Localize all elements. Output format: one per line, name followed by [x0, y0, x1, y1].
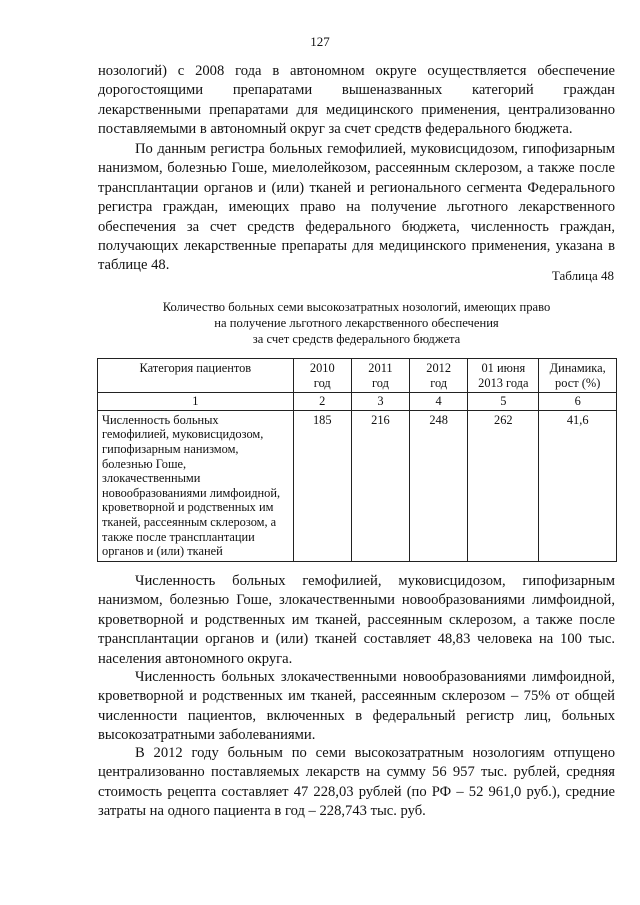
patients-table — [97, 358, 617, 562]
header-text: 2011 — [368, 361, 393, 375]
value-2011: 216 — [351, 410, 409, 561]
value-2010: 185 — [293, 410, 351, 561]
header-2011 — [351, 359, 409, 393]
paragraph-share: Численность больных злокачественными новообразованиями лимфоидной, кроветворной и родственных им тканей, рассеянным склерозом – 75% от общей численности пациентов, включенных в федеральный регистр лиц, больных высокозатратными заболеваниями. — [98, 669, 615, 744]
header-june-2013 — [468, 359, 539, 393]
table-caption-line: Количество больных семи высокозатратных нозологий, имеющих право — [162, 300, 551, 314]
paragraph-costs: В 2012 году больным по семи высокозатратным нозологиям отпущено централизованно поставляемых лекарств на сумму 56 957 тыс. рублей, средняя стоимость рецепта составляет 47 228,03 рублей (по РФ – 52 961,0 руб.), средние затраты на одного пациента в год – 228,743 тыс. руб. — [98, 745, 615, 820]
column-number: 3 — [351, 393, 409, 411]
row-category-line: Численность больных — [102, 412, 219, 427]
row-category-line: тканей, рассеянным склерозом, а — [102, 514, 277, 529]
row-category — [98, 410, 294, 561]
header-category — [98, 359, 294, 393]
row-category-line: злокачественными — [102, 471, 201, 486]
paragraph-line: лекарственными препаратами для медицинского применения, централизованно — [98, 101, 615, 118]
table-caption-line: на получение льготного лекарственного обеспечения — [214, 316, 499, 330]
value-dynamics: 41,6 — [539, 410, 617, 561]
table-row — [98, 410, 617, 561]
header-text: 2013 года — [478, 375, 529, 390]
row-category-line: органов и (или) тканей — [102, 544, 223, 559]
paragraph-registry: По данным регистра больных гемофилией, муковисцидозом, гипофизарным нанизмом, болезнью Гоше, миелолейкозом, рассеянным склерозом, а также после трансплантации органов и (или) тканей и регионального сегмента Федерального регистра граждан, имеющих право на получение льготного лекарственного обеспечения за счет средств федерального бюджета, численность граждан, получающих лекарственные препараты для медицинского применения, указана в таблице 48. — [98, 141, 615, 274]
header-text: 2012 — [426, 361, 452, 375]
value-june-2013: 262 — [468, 410, 539, 561]
column-number: 1 — [98, 393, 294, 411]
table-label: Таблица 48 — [551, 268, 614, 283]
header-2012 — [410, 359, 468, 393]
row-category-line: гемофилией, муковисцидозом, — [102, 427, 264, 442]
page-number: 127 — [310, 34, 330, 49]
paragraph-intro — [98, 62, 615, 140]
table-caption-line: за счет средств федерального бюджета — [252, 332, 461, 346]
value-2012: 248 — [410, 410, 468, 561]
column-number: 6 — [539, 393, 617, 411]
row-category-line: кроветворной и родственных им — [102, 500, 274, 515]
row-category-line: гипофизарным нанизмом, — [102, 441, 239, 456]
header-text: Динамика, — [549, 361, 606, 375]
header-2010 — [293, 359, 351, 393]
header-text: год — [372, 375, 389, 390]
header-text: год — [430, 375, 448, 390]
header-text: 01 июня — [481, 361, 526, 375]
header-text: 2010 — [309, 361, 335, 375]
column-number: 5 — [468, 393, 539, 411]
header-text: рост (%) — [555, 375, 601, 390]
column-number: 2 — [293, 393, 351, 411]
column-number: 4 — [410, 393, 468, 411]
table-header-row — [98, 359, 617, 393]
paragraph-rate: Численность больных гемофилией, муковисцидозом, гипофизарным нанизмом, болезнью Гоше, злокачественными новообразованиями лимфоидной, кроветворной и родственных им тканей, рассеянным склерозом, а также после трансплантации органов и (или) тканей составляет 48,83 человека на 100 тыс. населения автономного округа. — [98, 573, 615, 667]
row-category-line: также после трансплантации — [102, 529, 255, 544]
table-column-numbers-row — [98, 393, 617, 411]
paragraph-line: нозологий) с 2008 года в автономном округе осуществляется обеспечение — [98, 63, 615, 79]
header-dynamics — [539, 359, 617, 393]
row-category-line: болезнью Гоше, — [102, 456, 187, 471]
header-text: Категория пациентов — [139, 361, 252, 375]
header-text: год — [313, 375, 331, 390]
table-caption — [98, 299, 615, 347]
paragraph-line: поставляемыми в автономный округ за счет средств федерального бюджета. — [98, 121, 573, 138]
row-category-line: новообразованиями лимфоидной, — [102, 485, 281, 500]
paragraph-line: дорогостоящими препаратами вышеназванных категорий граждан — [98, 82, 615, 99]
